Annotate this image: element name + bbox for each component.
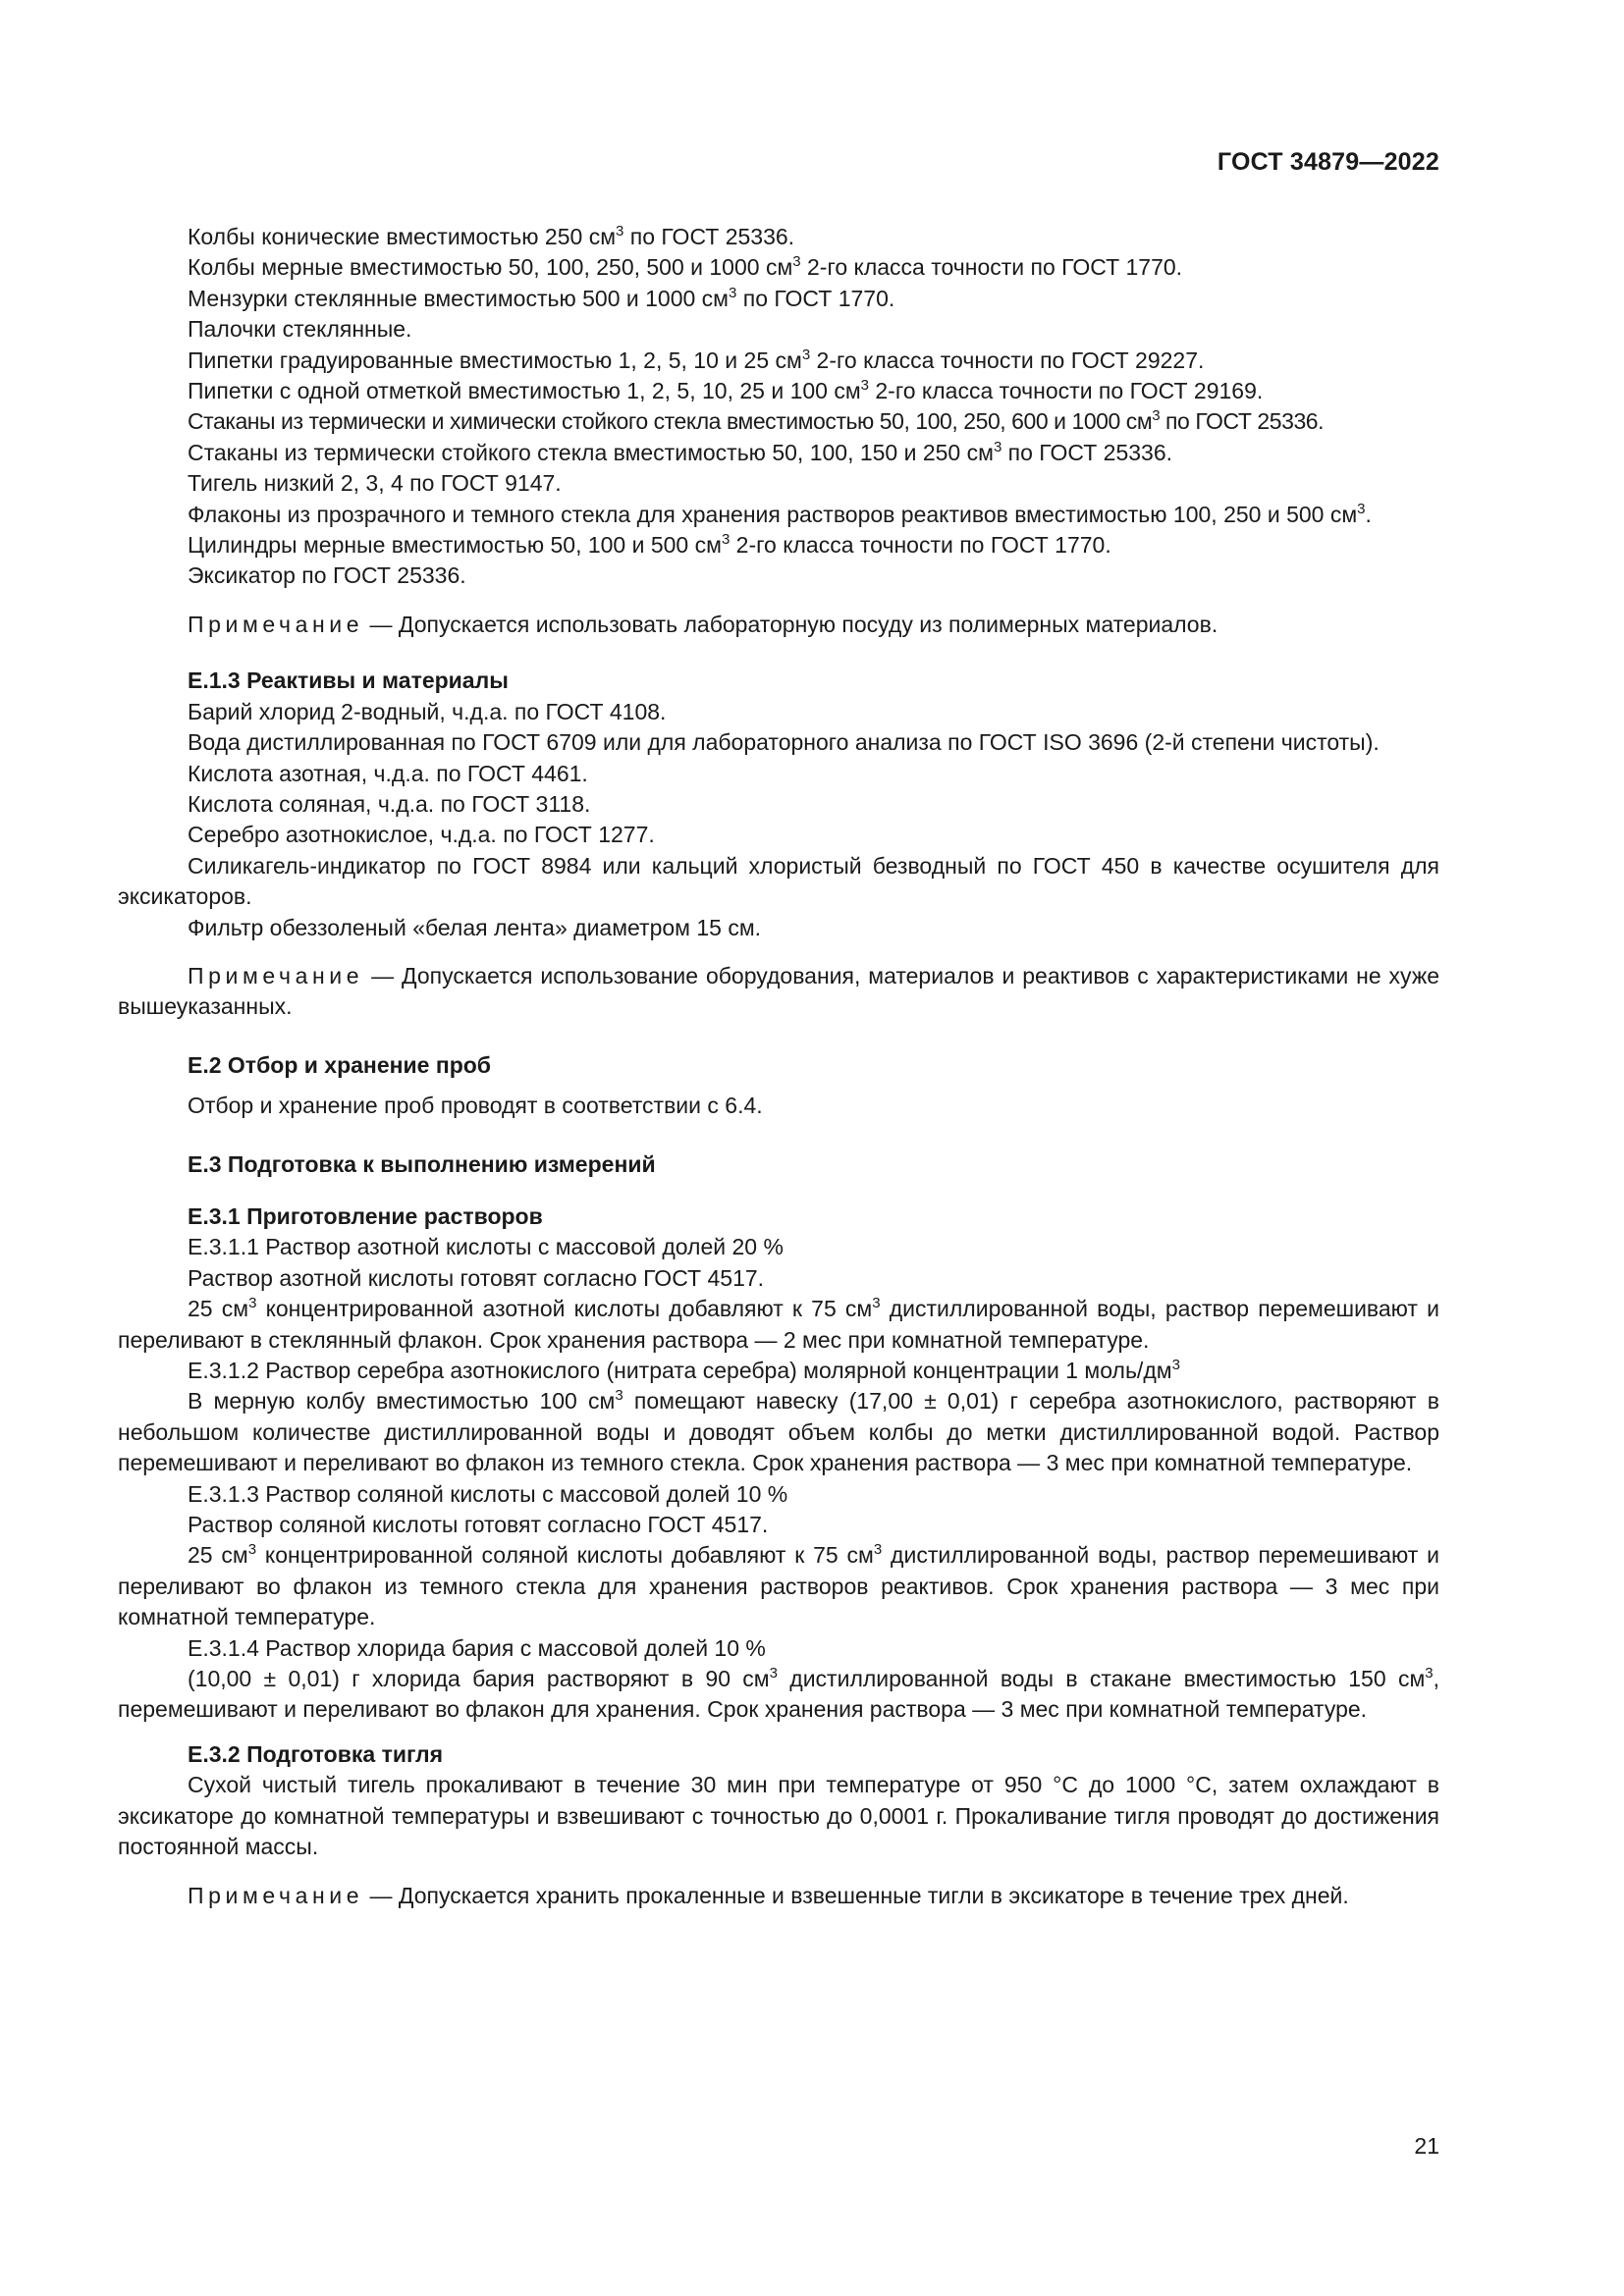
document-header: ГОСТ 34879—2022 <box>1217 148 1439 176</box>
list-item: Барий хлорид 2-водный, ч.д.а. по ГОСТ 4108. <box>188 698 667 724</box>
list-item: Колбы мерные вместимостью 50, 100, 250, 500 и 1000 $см^3$ 2-го класса точности по ГОСТ 1770. <box>188 253 1183 281</box>
note <box>118 961 1439 1023</box>
list-item: Пипетки с одной отметкой вместимостью 1, 2, 5, 10, 25 и 100 $см^3$ 2-го класса точности по ГОСТ 29169. <box>188 377 1264 404</box>
section-heading: Е.1.3 Реактивы и материалы <box>188 667 509 694</box>
paragraph: Е.3.1.4 Раствор хлорида бария с массовой долей 10 % <box>188 1634 766 1661</box>
paragraph: В мерную колбу вместимостью 100 $см^3$ помещают навеску (17,00 ± 0,01) г серебра азотнокислого, растворяют в небольшом количестве дистиллированной воды и доводят объем колбы до метки дистиллированной водой. Раствор перемешивают и переливают во флакон из темного стекла. Срок хранения раствора — 3 мес при комнатной температуре. <box>118 1387 1439 1476</box>
note-label: Примечание <box>188 1882 364 1908</box>
paragraph: Е.3.1.2 Раствор серебра азотнокислого (нитрата серебра) молярной концентрации 1 моль/$дм^3$ <box>188 1357 1180 1383</box>
paragraph: 25 $см^3$ концентрированной соляной кислоты добавляют к 75 $см^3$ дистиллированной воды, раствор перемешивают и переливают во флакон из темного стекла для хранения растворов реактивов. Срок хранения раствора — 3 мес при комнатной температуре. <box>118 1541 1439 1630</box>
note <box>118 1881 1439 1911</box>
note-label: Примечание <box>188 962 364 988</box>
page-content <box>118 222 1439 1911</box>
list-item: Мензурки стеклянные вместимостью 500 и 1000 $см^3$ по ГОСТ 1770. <box>188 284 895 311</box>
note <box>118 610 1439 640</box>
note-text: — Допускается использование оборудования, материалов и реактивов с характеристиками не хуже вышеуказанных. <box>118 962 1439 1020</box>
paragraph: 25 $см^3$ концентрированной азотной кислоты добавляют к 75 $см^3$ дистиллированной воды, раствор перемешивают и переливают в стеклянный флакон. Срок хранения раствора — 2 мес при комнатной температуре. <box>118 1295 1439 1353</box>
paragraph: Раствор азотной кислоты готовят согласно ГОСТ 4517. <box>188 1264 765 1291</box>
list-item: Флаконы из прозрачного и темного стекла для хранения растворов реактивов вместимостью 100, 250 и 500 $см^3$. <box>188 500 1372 527</box>
list-item: Кислота азотная, ч.д.а. по ГОСТ 4461. <box>188 760 588 786</box>
page-number: 21 <box>1414 2133 1439 2159</box>
list-item: Кислота соляная, ч.д.а. по ГОСТ 3118. <box>188 790 591 817</box>
list-item: Тигель низкий 2, 3, 4 по ГОСТ 9147. <box>188 470 562 497</box>
paragraph: Е.3.1.3 Раствор соляной кислоты с массовой долей 10 % <box>188 1480 788 1507</box>
section-heading: Е.3.2 Подготовка тигля <box>188 1740 444 1767</box>
list-item: Палочки стеклянные. <box>188 316 412 343</box>
list-item: Фильтр обеззоленый «белая лента» диаметром 15 см. <box>188 914 762 940</box>
solutions-section <box>118 1232 1439 1726</box>
list-item: Колбы конические вместимостью 250 $см^3$ по ГОСТ 25336. <box>188 223 795 249</box>
note-text: — Допускается хранить прокаленные и взвешенные тигли в эксикаторе в течение трех дней. <box>363 1882 1349 1908</box>
section-heading: Е.3.1 Приготовление растворов <box>188 1202 543 1229</box>
list-item: Стаканы из термически и химически стойкого стекла вместимостью 50, 100, 250, 600 и 1000 $см^3$ по ГОСТ 25336. <box>188 407 1325 435</box>
note-label: Примечание <box>188 611 364 637</box>
list-item: Эксикатор по ГОСТ 25336. <box>188 562 466 589</box>
paragraph: Отбор и хранение проб проводят в соответствии с 6.4. <box>188 1093 763 1119</box>
paragraph: Раствор соляной кислоты готовят согласно ГОСТ 4517. <box>188 1512 769 1538</box>
paragraph: Е.3.1.1 Раствор азотной кислоты с массовой долей 20 % <box>188 1234 784 1260</box>
list-item: Вода дистиллированная по ГОСТ 6709 или для лабораторного анализа по ГОСТ ISO 3696 (2-й степени чистоты). <box>188 729 1380 756</box>
list-item: Стаканы из термически стойкого стекла вместимостью 50, 100, 150 и 250 $см^3$ по ГОСТ 25336. <box>188 438 1172 465</box>
list-item: Силикагель-индикатор по ГОСТ 8984 или кальций хлористый безводный по ГОСТ 450 в качестве осушителя для эксикаторов. <box>118 852 1439 910</box>
equipment-list <box>118 222 1439 592</box>
reagents-list <box>118 697 1439 943</box>
list-item: Пипетки градуированные вместимостью 1, 2, 5, 10 и 25 $см^3$ 2-го класса точности по ГОСТ 29227. <box>188 346 1205 373</box>
note-text: — Допускается использовать лабораторную посуду из полимерных материалов. <box>363 611 1218 637</box>
paragraph: Сухой чистый тигель прокаливают в течение 30 мин при температуре от 950 °С до 1000 °С, затем охлаждают в эксикаторе до комнатной температуры и взвешивают с точностью до 0,0001 г. Прокаливание тигля проводят до достижения постоянной массы. <box>118 1772 1439 1860</box>
list-item: Цилиндры мерные вместимостью 50, 100 и 500 $см^3$ 2-го класса точности по ГОСТ 1770. <box>188 531 1111 559</box>
section-heading: Е.3 Подготовка к выполнению измерений <box>188 1150 656 1177</box>
list-item: Серебро азотнокислое, ч.д.а. по ГОСТ 1277. <box>188 822 655 848</box>
paragraph: (10,00 ± 0,01) г хлорида бария растворяют в 90 $см^3$ дистиллированной воды в стакане вместимостью 150 $см^3$, перемешивают и переливают во флакон для хранения. Срок хранения раствора — 3 мес при комнатной температуре. <box>118 1665 1439 1723</box>
section-heading: Е.2 Отбор и хранение проб <box>188 1051 492 1078</box>
